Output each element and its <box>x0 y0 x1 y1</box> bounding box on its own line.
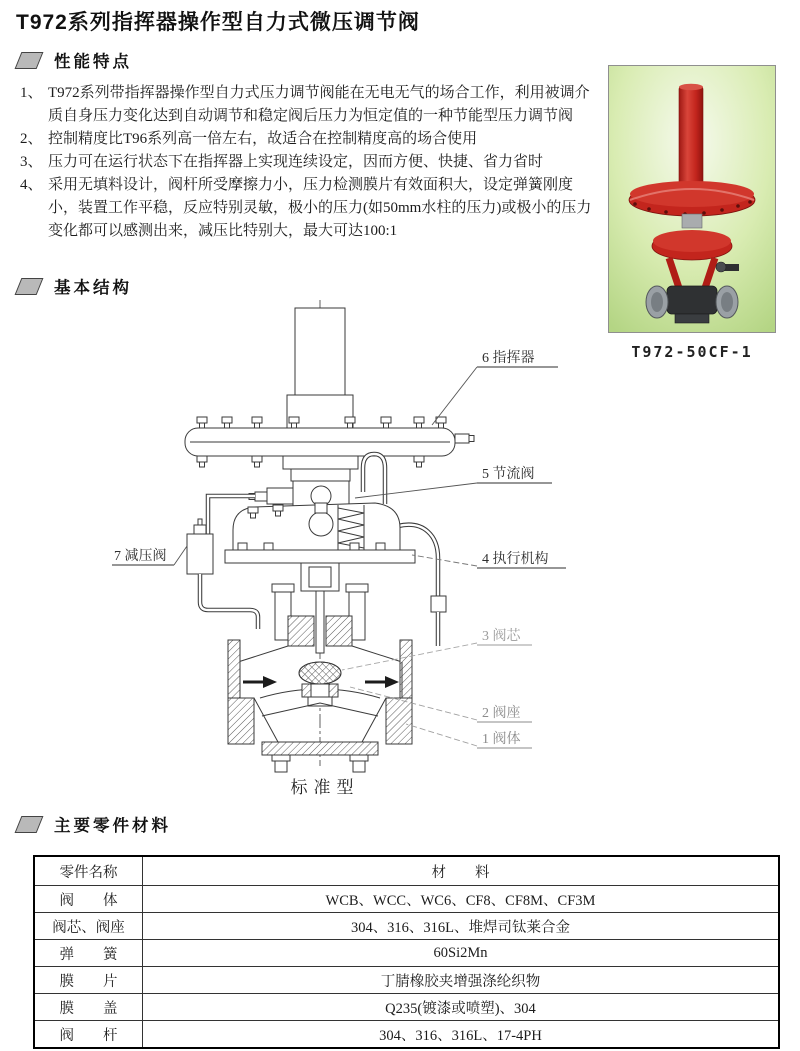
table-row <box>34 994 779 1021</box>
material-cell: 丁腈橡胶夹增强涤纶织物 <box>143 967 780 994</box>
part-name-cell: 弹 簧 <box>34 940 143 967</box>
material-cell: Q235(镀漆或喷塑)、304 <box>143 994 780 1021</box>
page-title: T972系列指挥器操作型自力式微压调节阀 <box>16 11 420 34</box>
table-header-row <box>34 856 779 886</box>
table-row <box>34 940 779 967</box>
section-header-features <box>18 48 132 72</box>
callout-body: 1 阀体 <box>482 732 521 747</box>
part-name-cell: 阀 杆 <box>34 1021 143 1049</box>
callout-throttle-valve: 5 节流阀 <box>482 467 535 482</box>
materials-table <box>33 855 780 1049</box>
material-cell: 304、316、316L、堆焊司钛莱合金 <box>143 913 780 940</box>
feature-text: 控制精度比T96系列高一倍左右，故适合在控制精度高的场合使用 <box>48 131 478 147</box>
part-name-cell: 膜 片 <box>34 967 143 994</box>
feature-text: 采用无填料设计，阀杆所受摩擦力小，压力检测膜片有效面积大，设定弹簧刚度小，装置工作平稳，反应特别灵敏，极小的压力(如50mm水柱的压力)或极小的压力变化都可以感测出来，减压比特别大，最大可达100:1 <box>48 177 592 239</box>
feature-item <box>20 174 598 243</box>
section-header-materials <box>18 812 171 836</box>
structure-diagram <box>110 296 570 798</box>
part-name-cell: 阀芯、阀座 <box>34 913 143 940</box>
part-name-cell: 阀 体 <box>34 886 143 913</box>
section-title-features: 性能特点 <box>54 53 132 71</box>
product-photo-image <box>609 66 775 332</box>
feature-item <box>20 82 598 128</box>
feature-number: 1、 <box>20 85 43 101</box>
product-photo <box>608 65 776 333</box>
feature-text: T972系列带指挥器操作型自力式压力调节阀能在无电无气的场合工作，利用被调介质自身压力变化达到自动调节和稳定阀后压力为恒定值的一种节能型压力调节阀 <box>48 85 590 124</box>
section-marker-icon <box>15 816 44 833</box>
part-name-cell: 膜 盖 <box>34 994 143 1021</box>
material-cell: 304、316、316L、17-4PH <box>143 1021 780 1049</box>
callout-pilot: 6 指挥器 <box>482 351 535 366</box>
section-marker-icon <box>15 278 44 295</box>
column-header-part-name: 零件名称 <box>34 856 143 886</box>
material-cell: 60Si2Mn <box>143 940 780 967</box>
table-row <box>34 967 779 994</box>
callout-plug: 3 阀芯 <box>482 629 521 644</box>
section-header-structure <box>18 274 132 298</box>
feature-item <box>20 151 598 174</box>
section-title-materials: 主要零件材料 <box>54 817 171 835</box>
callout-seat: 2 阀座 <box>482 706 521 721</box>
feature-text: 压力可在运行状态下在指挥器上实现连续设定，因而方便、快捷、省力省时 <box>48 154 544 170</box>
feature-number: 2、 <box>20 131 43 147</box>
table-row <box>34 1021 779 1049</box>
callout-reducing-valve: 7 减压阀 <box>114 549 167 564</box>
flow-arrow-left <box>243 676 277 688</box>
material-cell: WCB、WCC、WC6、CF8、CF8M、CF3M <box>143 886 780 913</box>
product-model-caption: T972-50CF-1 <box>631 343 753 361</box>
feature-item <box>20 128 598 151</box>
table-row <box>34 913 779 940</box>
features-list <box>20 82 598 243</box>
diagram-caption: 标准型 <box>290 778 360 797</box>
flow-arrow-right <box>365 676 399 688</box>
feature-number: 4、 <box>20 177 43 193</box>
callout-actuator: 4 执行机构 <box>482 552 549 567</box>
column-header-material: 材 料 <box>143 856 780 886</box>
section-marker-icon <box>15 52 44 69</box>
feature-number: 3、 <box>20 154 43 170</box>
table-row <box>34 886 779 913</box>
section-title-structure: 基本结构 <box>54 279 132 297</box>
